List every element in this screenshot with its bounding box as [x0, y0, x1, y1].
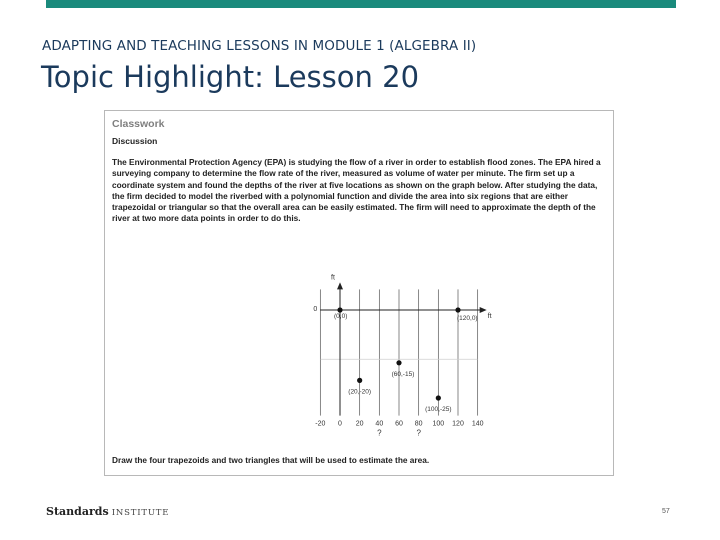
graph-unknown-markers: [377, 429, 421, 438]
data-point-label: (60,-15): [391, 370, 415, 378]
x-axis-label: ft: [487, 313, 492, 320]
data-point: [455, 307, 460, 312]
header-accent-bar: [46, 0, 676, 8]
data-point-label: (120,0): [457, 315, 478, 322]
discussion-heading: Discussion: [112, 136, 158, 146]
data-point-label: (100,-25): [425, 406, 452, 413]
unknown-point-marker: ?: [416, 428, 421, 438]
unknown-point-marker: ?: [377, 428, 382, 438]
x-tick-label: 120: [452, 420, 464, 428]
y-axis-label: ft: [331, 274, 335, 282]
x-tick-label: 40: [375, 420, 384, 428]
x-tick-label: 20: [355, 420, 364, 428]
x-tick-label: -20: [315, 420, 326, 428]
page-number: 57: [662, 508, 670, 515]
page-title: Topic Highlight: Lesson 20: [41, 60, 420, 94]
classwork-heading: Classwork: [112, 118, 165, 130]
y-axis-arrow: [337, 282, 343, 289]
instruction-text: Draw the four trapezoids and two triangles that will be used to estimate the area.: [112, 455, 430, 465]
standards-institute-logo: [46, 505, 169, 518]
x-tick-label: 80: [414, 420, 423, 428]
river-depth-graph: [160, 128, 492, 438]
graph-points: [334, 307, 478, 413]
module-subtitle: ADAPTING AND TEACHING LESSONS IN MODULE 1 (ALGEBRA II): [42, 38, 477, 54]
x-tick-label: 0: [338, 420, 342, 428]
data-point: [357, 378, 362, 383]
discussion-text: The Environmental Protection Agency (EPA) is studying the flow of a river in order to establish flood zones. The EPA hired a surveying company to determine the flow rate of the river, measured as volume of water per minute. The firm set up a coordinate system and found the depths of the river at five locations as shown on the graph below. After studying the data, the firm decided to model the riverbed with a polynomial function and divide the area into six regions that are either trapezoidal or triangular so that the overall area can be easily estimated. The firm will need to approximate the depth of the river at two more data points in order to do this.: [112, 157, 601, 224]
data-point: [436, 395, 441, 400]
data-point: [396, 360, 401, 365]
logo-light-text: INSTITUTE: [111, 508, 170, 518]
x-tick-label: 140: [471, 420, 484, 428]
logo-bold-text: Standards: [46, 505, 109, 518]
y-zero-label: 0: [313, 306, 318, 313]
x-tick-label: 60: [395, 420, 403, 428]
x-tick-label: 100: [432, 420, 445, 428]
graph-grid: [320, 289, 477, 415]
data-point-label: (20,-20): [348, 388, 372, 396]
data-point-label: (0,0): [334, 313, 348, 320]
data-point: [337, 307, 342, 312]
